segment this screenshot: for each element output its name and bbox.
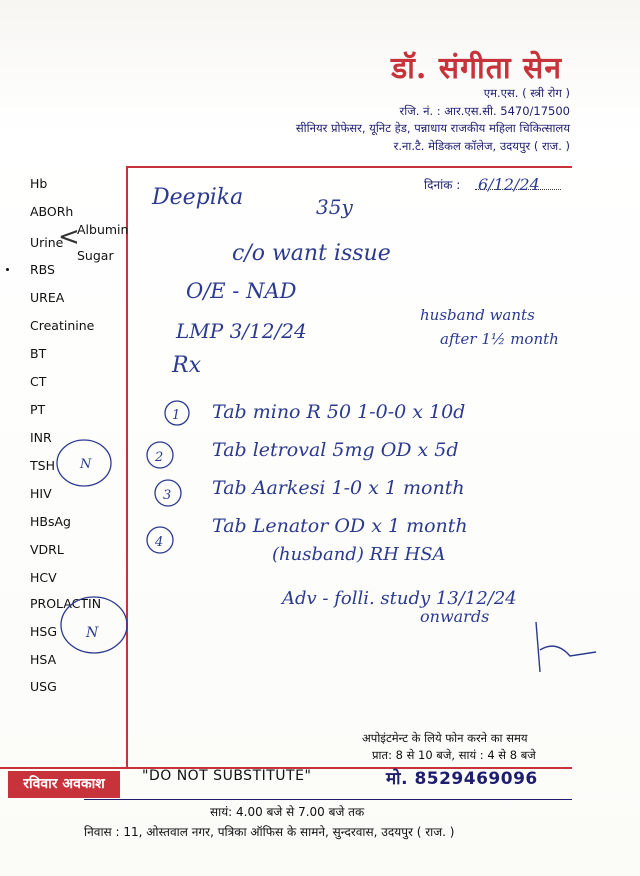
test-item: Hb: [30, 176, 48, 191]
test-item: PROLACTIN: [30, 596, 102, 611]
evening-hours: सायं: 4.00 बजे से 7.00 बजे तक: [210, 805, 365, 819]
patient-age: 35y: [316, 195, 353, 219]
test-item: HCV: [30, 570, 57, 585]
college: र.ना.टै. मेडिकल कॉलेज, उदयपुर ( राज. ): [393, 139, 570, 153]
appointment-note: अपोइंटमेन्ट के लिये फोन करने का समय: [362, 731, 528, 745]
test-item: INR: [30, 430, 52, 445]
rx-symbol: Rx: [172, 353, 201, 378]
circle-mark-text: N: [80, 457, 92, 472]
med-number: 4: [155, 535, 164, 550]
side-note-2: after 1½ month: [440, 330, 559, 348]
lmp-note: LMP 3/12/24: [176, 319, 307, 343]
footer-divider: [84, 799, 572, 800]
advice: Adv - folli. study 13/12/24: [282, 588, 517, 609]
test-item: TSH: [30, 458, 55, 473]
mobile-number: मो. 8529469096: [386, 769, 538, 789]
medicine-line: Tab letroval 5mg OD x 5d: [212, 439, 459, 461]
doctor-degree: एम.एस. ( स्त्री रोग ): [483, 86, 570, 100]
med-number: 3: [163, 488, 172, 503]
test-item: BT: [30, 346, 47, 361]
test-item: HIV: [30, 486, 52, 501]
address: निवास : 11, ओस्तवाल नगर, पत्रिका ऑफिस के सामने, सुन्दरवास, उदयपुर ( राज. ): [84, 825, 455, 839]
med-number: 1: [172, 408, 181, 423]
complaint: c/o want issue: [232, 241, 391, 266]
test-item: CT: [30, 374, 47, 389]
brace-glyph: <: [58, 222, 80, 252]
test-item: HSG: [30, 624, 58, 639]
patient-name: Deepika: [152, 185, 244, 210]
advice-2: onwards: [420, 607, 490, 626]
test-item: PT: [30, 402, 46, 417]
date-value: 6/12/24: [478, 175, 540, 194]
test-item: RBS: [30, 262, 55, 277]
med-number: 2: [155, 450, 164, 465]
medicine-line: Tab mino R 50 1-0-0 x 10d: [212, 401, 466, 423]
test-item: HBsAg: [30, 514, 71, 529]
test-item: VDRL: [30, 542, 64, 557]
test-subitem: Sugar: [77, 248, 114, 263]
test-subitem: Albumin: [77, 222, 129, 237]
registration-number: रजि. नं. : आर.एस.सी. 5470/17500: [399, 104, 570, 118]
medicine-line-2: (husband) RH HSA: [272, 544, 446, 565]
test-item: ABORh: [30, 204, 74, 219]
appointment-hours: प्रात: 8 से 10 बजे, सायं : 4 से 8 बजे: [372, 748, 536, 762]
designation: सीनियर प्रोफेसर, यूनिट हेड, पन्नाधाय राजकीय महिला चिकित्सालय: [295, 121, 570, 135]
test-item: USG: [30, 679, 57, 694]
do-not-substitute: "DO NOT SUBSTITUTE": [142, 768, 312, 784]
sunday-closed-badge: रविवार अवकाश: [8, 771, 120, 798]
signature: [536, 622, 596, 672]
medicine-line: Tab Lenator OD x 1 month: [212, 515, 468, 537]
test-item: Urine: [30, 235, 64, 250]
exam-note: O/E - NAD: [186, 279, 297, 303]
test-item: UREA: [30, 290, 65, 305]
test-item: HSA: [30, 652, 57, 667]
circle-mark-text: N: [86, 625, 99, 641]
medicine-line: Tab Aarkesi 1-0 x 1 month: [212, 477, 465, 499]
doctor-name: डॉ. संगीता सेन: [391, 51, 562, 86]
side-note-1: husband wants: [420, 306, 535, 324]
date-label: दिनांक :: [424, 178, 461, 192]
test-item: Creatinine: [30, 318, 95, 333]
